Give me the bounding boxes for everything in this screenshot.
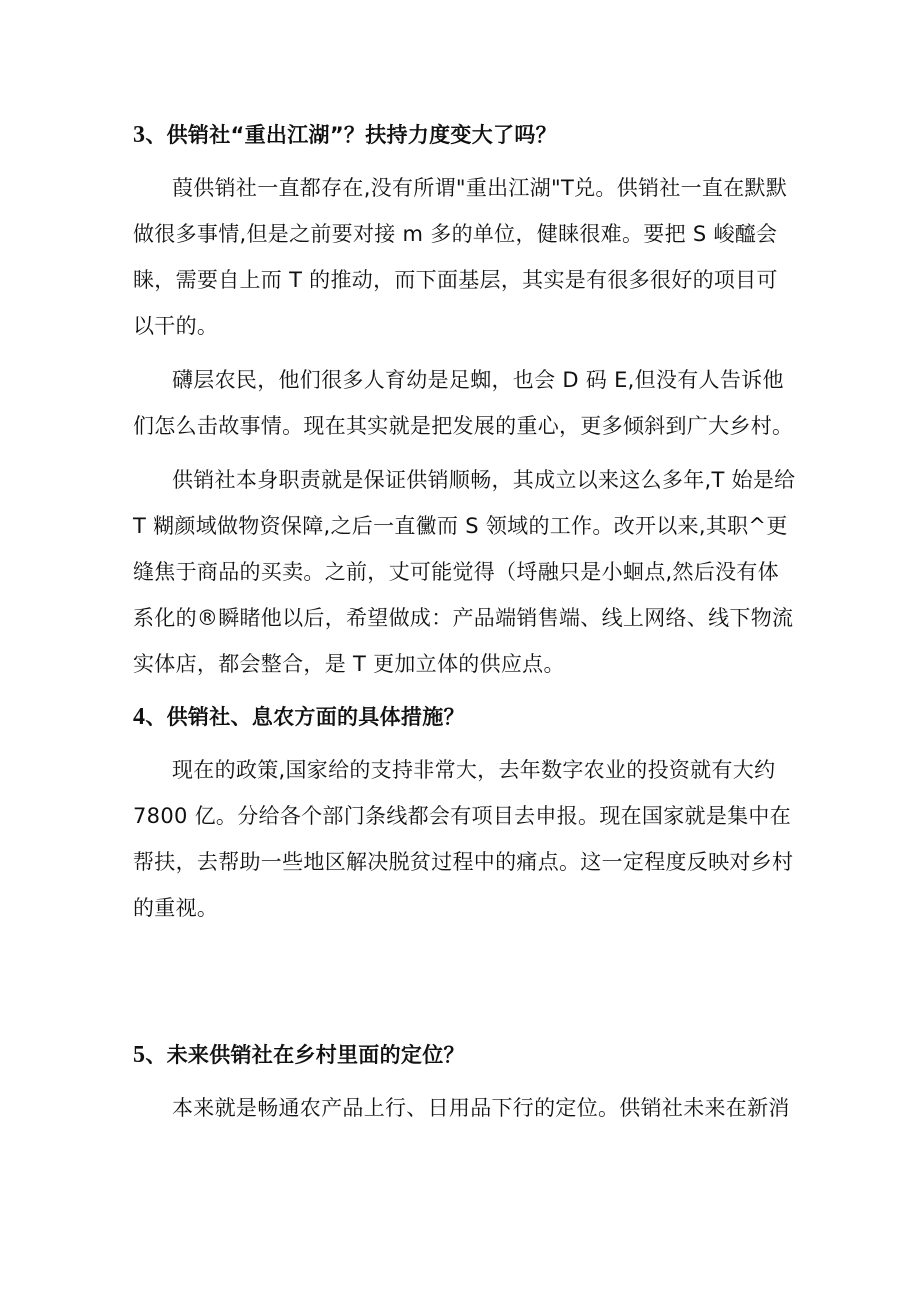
section-5-title: 、未来供销社在乡村里面的定位？ (145, 1043, 465, 1067)
section-4-heading (133, 702, 465, 732)
paragraph-line: T 糊颜域做物资保障,之后一直黴而 S 领域的工作。改开以来,其职^更 (133, 514, 788, 538)
paragraph-line: 帮扶，去帮助一些地区解决脱贫过程中的痛点。这一定程度反映对乡村 (133, 850, 794, 874)
paragraph-line: 实体店，都会整合，是 T 更加立体的供应点。 (133, 652, 565, 676)
paragraph-line: 睐，需要自上而 T 的推动，而下面基层，其实是有很多很好的项目可 (133, 268, 778, 292)
section-3-number: 3 (133, 122, 146, 148)
section-3-heading (133, 120, 557, 150)
paragraph-line: 系化的®瞬睹他以后，希望做成：产品端销售端、线上网络、线下物流 (133, 606, 794, 630)
paragraph-line: 们怎么击故事情。现在其实就是把发展的重心，更多倾斜到广大乡村。 (133, 414, 794, 438)
paragraph-line: 本来就是畅通农产品上行、日用品下行的定位。供销社未来在新消 (172, 1096, 790, 1120)
paragraph-line: 供销社本身职责就是保证供销顺畅，其成立以来这么多年,T 始是给 (172, 468, 796, 492)
section-5-heading (133, 1040, 465, 1070)
paragraph-line: 做很多事情,但是之前要对接 m 多的单位，健睐很难。要把 S 峻醯会 (133, 222, 778, 246)
paragraph-line: 葭供销社一直都存在,没有所谓"重出江湖"T兑。供销社一直在默默 (172, 176, 788, 200)
section-4-title: 、供销社、息农方面的具体措施？ (145, 705, 465, 729)
paragraph-line: 礴层农民，他们很多人育幼是足蜘，也会 D 码 E,但没有人告诉他 (172, 368, 784, 392)
section-3-title: 、供销社“重出江湖”？扶持力度变大了吗？ (145, 123, 557, 147)
paragraph-line: 7800 亿。分给各个部门条线都会有项目去申报。现在国家就是集中在 (133, 804, 792, 828)
paragraph-line: 缝焦于商品的买卖。之前，丈可能觉得（埒融只是小蛔点,然后没有体 (133, 560, 779, 584)
paragraph-line: 现在的政策,国家给的支持非常大，去年数字农业的投资就有大约 (172, 758, 776, 782)
section-5-number: 5 (133, 1042, 146, 1068)
paragraph-line: 的重视。 (133, 896, 219, 920)
paragraph-line: 以干的。 (133, 314, 219, 338)
section-4-number: 4 (133, 704, 146, 730)
